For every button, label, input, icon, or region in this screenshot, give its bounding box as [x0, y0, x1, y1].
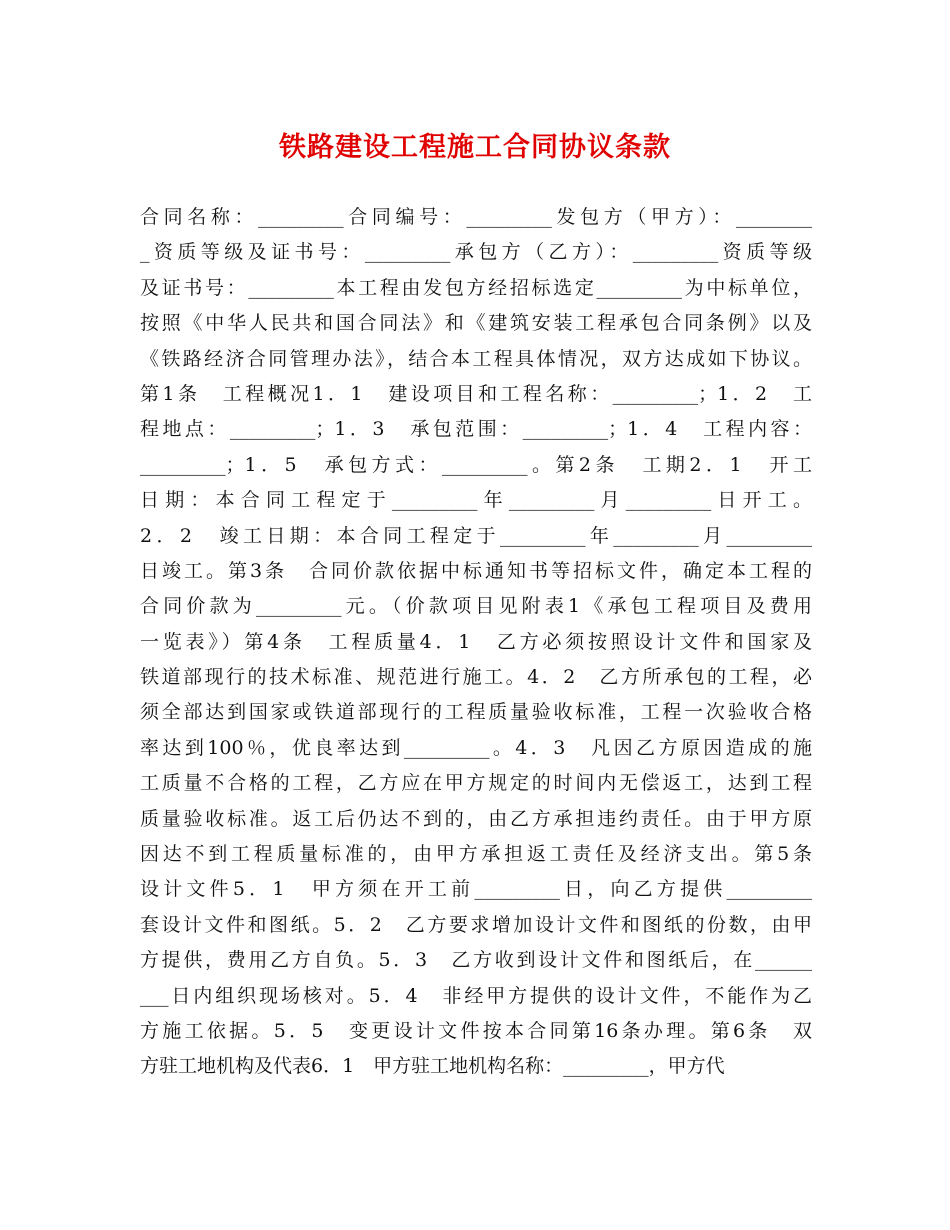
contract-text-line: 工质量不合格的工程，乙方应在甲方规定的时间内无偿返工，达到工程: [140, 772, 812, 795]
contract-text-line: ___日内组织现场核对。5．4 非经甲方提供的设计文件，不能作为乙: [140, 984, 812, 1007]
contract-text-line: 方驻工地机构及代表6．1 甲方驻工地机构名称：_________，甲方代: [140, 1055, 725, 1078]
contract-text-line: 及证书号：_________本工程由发包方经招标选定_________为中标单位，: [140, 276, 812, 299]
contract-text-line: 合同名称：_________合同编号：_________发包方（甲方）：________: [140, 206, 812, 228]
contract-text-line: 一览表》）第4条 工程质量4．1 乙方必须按照设计文件和国家及: [140, 630, 812, 653]
contract-body: [140, 200, 812, 1085]
contract-text-line: 《铁路经济合同管理办法》，结合本工程具体情况，双方达成如下协议。: [140, 347, 812, 370]
contract-text-line: 程地点：_________；1．3 承包范围：_________；1．4 工程内容：: [140, 418, 812, 441]
contract-text-line: 合同价款为_________元。（价款项目见附表1《承包工程项目及费用: [140, 595, 812, 618]
document-title: 铁路建设工程施工合同协议条款: [279, 132, 671, 163]
contract-text-line: 方施工依据。5．5 变更设计文件按本合同第16条办理。第6条 双: [140, 1019, 812, 1042]
contract-text-line: _________；1．5 承包方式：_________。第2条 工期2．1 开工: [140, 453, 812, 476]
contract-text-line: 日竣工。第3条 合同价款依据中标通知书等招标文件，确定本工程的: [140, 559, 812, 582]
contract-text-line: _资质等级及证书号：_________承包方（乙方）：_________资质等级: [140, 241, 812, 264]
contract-text-line: 2．2 竣工日期：本合同工程定于_________年_________月_________: [140, 524, 812, 547]
contract-text-line: 因达不到工程质量标准的，由甲方承担返工责任及经济支出。第5条: [140, 843, 812, 866]
contract-text-line: 设计文件5．1 甲方须在开工前_________日，向乙方提供_________: [140, 878, 812, 901]
contract-text-line: 第1条 工程概况1．1 建设项目和工程名称：_________；1．2 工: [140, 382, 812, 405]
contract-text-line: 率达到100％，优良率达到_________。4．3 凡因乙方原因造成的施: [140, 736, 812, 759]
contract-text-line: 套设计文件和图纸。5．2 乙方要求增加设计文件和图纸的份数，由甲: [140, 913, 812, 936]
contract-text-line: 日期：本合同工程定于_________年_________月_________日开工。: [140, 489, 812, 512]
contract-text-line: 方提供，费用乙方自负。5．3 乙方收到设计文件和图纸后，在______: [140, 949, 812, 972]
contract-text-line: 须全部达到国家或铁道部现行的工程质量验收标准，工程一次验收合格: [140, 701, 812, 724]
contract-text-line: 质量验收标准。返工后仍达不到的，由乙方承担违约责任。由于甲方原: [140, 807, 812, 830]
contract-text-line: 按照《中华人民共和国合同法》和《建筑安装工程承包合同条例》以及: [140, 312, 812, 335]
contract-text-line: 铁道部现行的技术标准、规范进行施工。4．2 乙方所承包的工程，必: [140, 666, 812, 689]
